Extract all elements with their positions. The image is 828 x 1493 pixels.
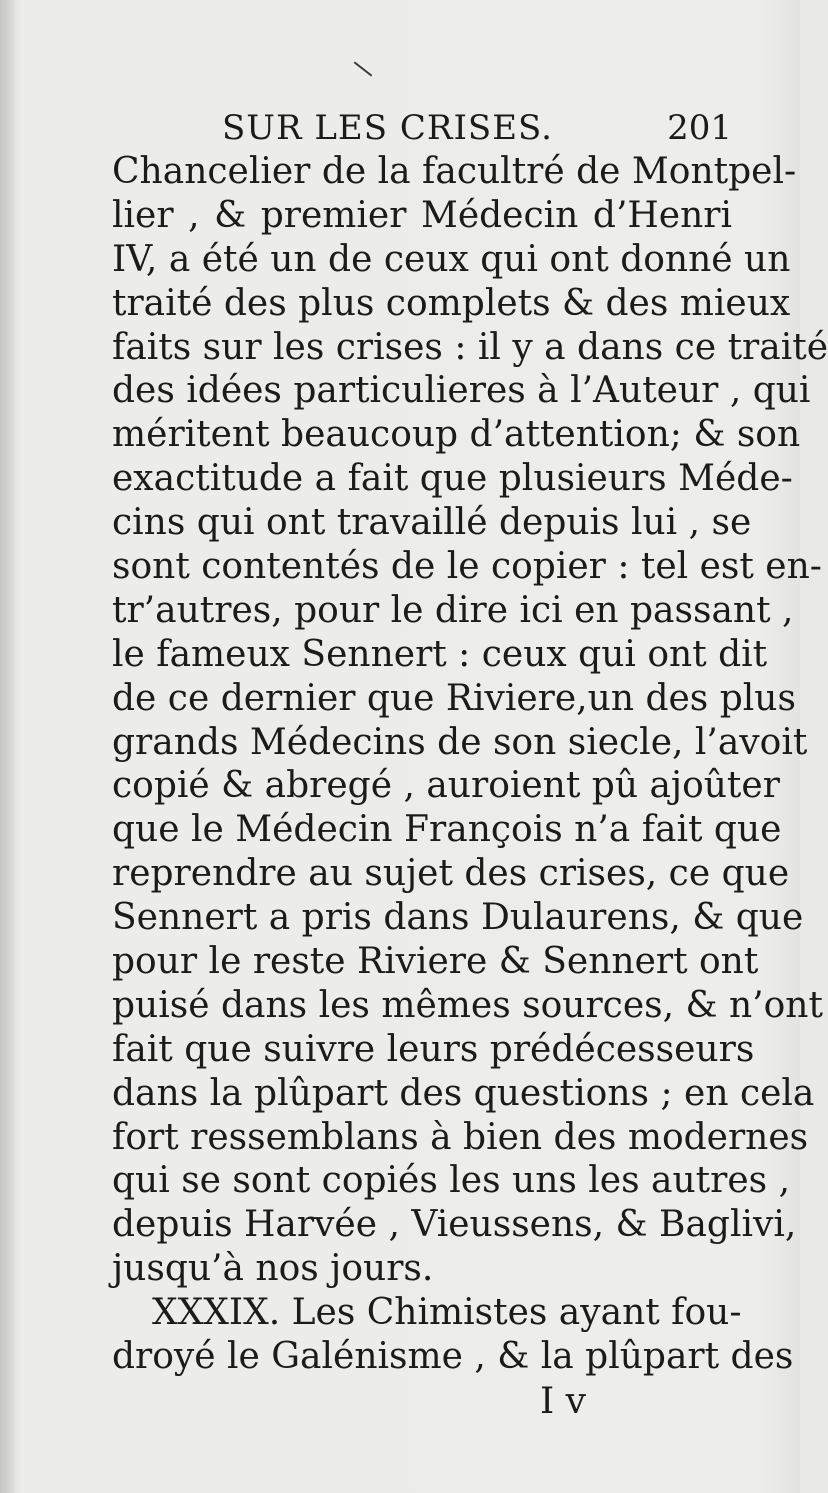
text-line: méritent beaucoup d’attention; & son bbox=[112, 414, 801, 456]
section-heading-line: XXXIX. Les Chimistes ayant fou- bbox=[152, 1292, 742, 1334]
text-line: sont contentés de le copier : tel est en- bbox=[112, 546, 822, 588]
page-header bbox=[112, 106, 732, 150]
text-line: que le Médecin François n’a fait que bbox=[112, 809, 782, 851]
running-title: SUR LES CRISES. bbox=[222, 108, 553, 148]
text-line: reprendre au sujet des crises, ce que bbox=[112, 853, 790, 895]
text-line: Sennert a pris dans Dulaurens, & que bbox=[112, 897, 804, 939]
text-line: fait que suivre leurs prédécesseurs bbox=[112, 1028, 755, 1070]
gutter-shadow bbox=[0, 0, 18, 1493]
text-line: le fameux Sennert : ceux qui ont dit bbox=[112, 633, 768, 675]
text-line: dans la plûpart des questions ; en cela bbox=[112, 1072, 815, 1114]
text-line: faits sur les crises : il y a dans ce traité bbox=[112, 326, 828, 368]
text-line: copié & abregé , auroient pû ajoûter bbox=[112, 765, 780, 807]
text-line: traité des plus complets & des mieux bbox=[112, 282, 791, 324]
text-line: fort ressemblans à bien des modernes bbox=[112, 1116, 809, 1158]
body-text bbox=[112, 150, 828, 1379]
text-line: lier , & premier Médecin d’Henri bbox=[112, 194, 732, 236]
catchword: I v bbox=[540, 1381, 587, 1422]
text-line: cins qui ont travaillé depuis lui , se bbox=[112, 502, 752, 544]
text-line: droyé le Galénisme , & la plûpart des bbox=[112, 1336, 794, 1378]
text-line: tr’autres, pour le dire ici en passant , bbox=[112, 589, 794, 631]
text-line: des idées particulieres à l’Auteur , qui bbox=[112, 370, 811, 412]
text-line: grands Médecins de son siecle, l’avoit bbox=[112, 721, 808, 763]
text-line: IV, a été un de ceux qui ont donné un bbox=[112, 238, 791, 280]
text-line: exactitude a fait que plusieurs Méde- bbox=[112, 458, 793, 500]
text-line: de ce dernier que Riviere,un des plus bbox=[112, 677, 796, 719]
page-number: 201 bbox=[667, 108, 732, 148]
text-line: qui se sont copiés les uns les autres , bbox=[112, 1160, 791, 1202]
text-line: Chancelier de la facultré de Montpel- bbox=[112, 151, 797, 192]
text-line: jusqu’à nos jours. bbox=[112, 1248, 434, 1290]
text-line: pour le reste Riviere & Sennert ont bbox=[112, 941, 759, 983]
ink-mark bbox=[354, 61, 373, 76]
text-line: depuis Harvée , Vieussens, & Baglivi, bbox=[112, 1204, 797, 1246]
text-line: puisé dans les mêmes sources, & n’ont bbox=[112, 984, 823, 1026]
